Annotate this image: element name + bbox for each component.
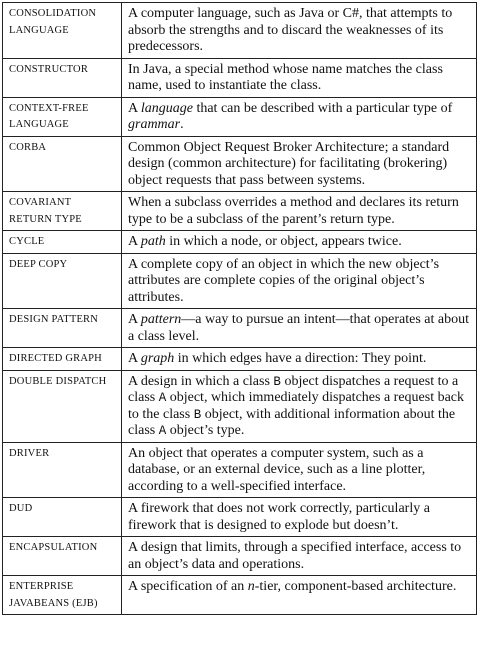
definition-text: In Java, a special method whose name matches the class name, used to instantiate the class. xyxy=(128,61,443,93)
glossary-body xyxy=(3,3,477,615)
glossary-definition xyxy=(122,498,477,537)
glossary-term: COVARIANT RETURN TYPE xyxy=(3,192,122,231)
glossary-row xyxy=(3,3,477,59)
glossary-term: DUD xyxy=(3,498,122,537)
glossary-row xyxy=(3,498,477,537)
glossary-term: CYCLE xyxy=(3,231,122,254)
glossary-term: ENTERPRISE JAVABEANS (EJB) xyxy=(3,576,122,615)
glossary-definition xyxy=(122,309,477,348)
italic-term: grammar xyxy=(128,117,181,132)
definition-text: object’s type. xyxy=(166,423,245,438)
glossary-definition xyxy=(122,58,477,97)
definition-text: Common Object Request Broker Architecture; a standard design (common architecture) for facilitating (brokering) object requests that pass between systems. xyxy=(128,139,450,188)
definition-text: A design that limits, through a specified interface, access to an object’s data and operations. xyxy=(128,540,462,572)
code-term: A xyxy=(158,391,167,405)
italic-term: language xyxy=(140,100,193,116)
definition-text: When a subclass overrides a method and declares its return type to be a subclass of the parent’s return type. xyxy=(128,195,459,227)
glossary-definition xyxy=(122,576,477,615)
glossary-definition xyxy=(122,97,477,136)
glossary-row xyxy=(3,537,477,576)
definition-text: . xyxy=(180,117,184,132)
glossary-row xyxy=(3,370,477,442)
definition-text: object dispatches a request to a class xyxy=(128,373,459,405)
glossary-term: CONSOLIDATION LANGUAGE xyxy=(3,3,122,59)
glossary-row xyxy=(3,442,477,498)
glossary-row xyxy=(3,58,477,97)
glossary-definition xyxy=(122,136,477,192)
italic-term: n xyxy=(247,579,255,594)
definition-text: An object that operates a computer system, such as a database, or an external device, such as a line plotter, according to a well-specified interface. xyxy=(128,445,426,494)
glossary-definition xyxy=(122,348,477,371)
definition-text: in which edges have a direction: They point. xyxy=(174,351,427,366)
italic-term: path xyxy=(140,234,166,249)
definition-text: A xyxy=(128,312,141,327)
glossary-row xyxy=(3,348,477,371)
glossary-term: DOUBLE DISPATCH xyxy=(3,370,122,442)
glossary-row xyxy=(3,136,477,192)
glossary-row xyxy=(3,309,477,348)
glossary-term: DEEP COPY xyxy=(3,253,122,309)
definition-text: -tier, component-based architecture. xyxy=(254,579,457,594)
italic-term: graph xyxy=(140,351,175,366)
definition-text: A design in which a class xyxy=(128,373,274,389)
glossary-row xyxy=(3,231,477,254)
definition-text: A xyxy=(128,351,141,366)
glossary-term: ENCAPSULATION xyxy=(3,537,122,576)
definition-text: A complete copy of an object in which the new object’s attributes are complete copies of the original object’s attributes. xyxy=(128,256,440,305)
definition-text: in which a node, or object, appears twice. xyxy=(165,234,402,249)
glossary-definition xyxy=(122,3,477,59)
glossary-definition xyxy=(122,442,477,498)
code-term: B xyxy=(273,374,281,389)
glossary-definition xyxy=(122,537,477,576)
definition-text: that can be described with a particular type of xyxy=(192,100,453,116)
definition-text: object, which immediately dispatches a request back to the class xyxy=(128,390,465,422)
glossary-term: DESIGN PATTERN xyxy=(3,309,122,348)
code-term: A xyxy=(158,424,167,438)
glossary-row xyxy=(3,192,477,231)
definition-text: A xyxy=(128,234,141,249)
glossary-definition xyxy=(122,370,477,442)
glossary-row xyxy=(3,97,477,136)
glossary-row xyxy=(3,253,477,309)
definition-text: A firework that does not work correctly, particularly a firework that is designed to explode but doesn’t. xyxy=(128,501,430,533)
definition-text: object, with additional information about the class xyxy=(128,406,456,438)
glossary-definition xyxy=(122,253,477,309)
glossary-table xyxy=(2,2,477,615)
glossary-term: CORBA xyxy=(3,136,122,192)
glossary-definition xyxy=(122,192,477,231)
glossary-term: DRIVER xyxy=(3,442,122,498)
italic-term: pattern xyxy=(140,312,182,327)
glossary-row xyxy=(3,576,477,615)
definition-text: —a way to pursue an intent—that operates at about a class level. xyxy=(128,312,469,344)
code-term: B xyxy=(193,407,202,422)
definition-text: A xyxy=(128,100,141,116)
glossary-term: CONSTRUCTOR xyxy=(3,58,122,97)
glossary-definition xyxy=(122,231,477,254)
glossary-term: DIRECTED GRAPH xyxy=(3,348,122,371)
definition-text: A specification of an xyxy=(128,579,248,594)
definition-text: A computer language, such as Java or C#, that attempts to absorb the strengths and to discard the weaknesses of its predecessors. xyxy=(128,6,453,54)
glossary-term: CONTEXT-FREE LANGUAGE xyxy=(3,97,122,136)
